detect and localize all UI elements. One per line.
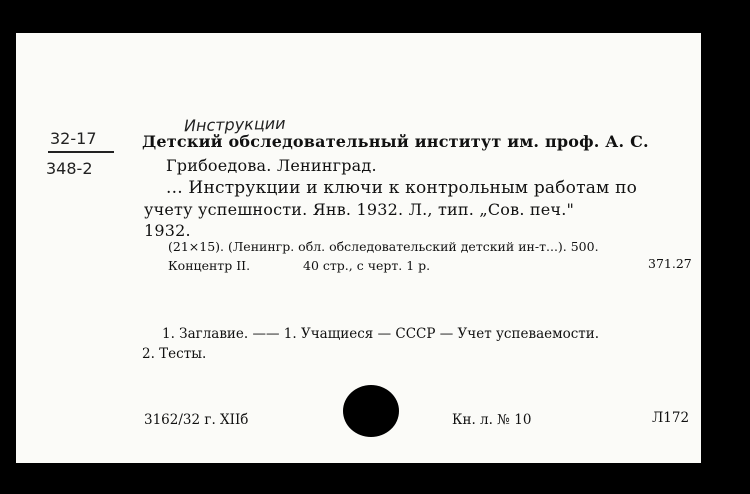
series-note: Концентр II. — [168, 258, 251, 273]
heading-line-2: Грибоедова. Ленинград. — [166, 156, 377, 175]
heading-line-1: Детский обследовательный институт им. проф. А. С. — [142, 132, 649, 151]
footer-order-number: 3162/32 г. XIIб — [144, 412, 249, 428]
subject-tracings-line-2: 2. Тесты. — [142, 346, 207, 362]
pagination-note: 40 стр., с черт. 1 р. — [303, 258, 431, 273]
handwritten-shelf-mark-bottom: 348-2 — [46, 159, 93, 178]
footer-book-chamber-number: Кн. л. № 10 — [452, 412, 532, 428]
handwritten-shelf-mark-top: 32-17 — [50, 129, 97, 148]
title-line-3: 1932. — [144, 221, 191, 240]
physical-description: (21×15). (Ленингр. обл. обследовательский детский ин-т...). 500. — [168, 239, 599, 254]
classification-number: 371.27 — [648, 256, 692, 271]
handwritten-subject-note: Инструкции — [183, 113, 286, 136]
title-line-2: учету успешности. Янв. 1932. Л., тип. „Сов. печ." — [144, 200, 575, 219]
subject-tracings-line-1: 1. Заглавие. —— 1. Учащиеся — СССР — Учет успеваемости. — [162, 326, 600, 342]
title-line-1: ... Инструкции и ключи к контрольным работам по — [166, 178, 638, 198]
punch-hole — [343, 385, 399, 437]
shelf-mark-divider — [48, 151, 114, 153]
footer-card-code: Л172 — [652, 410, 690, 426]
catalog-card — [16, 33, 701, 463]
